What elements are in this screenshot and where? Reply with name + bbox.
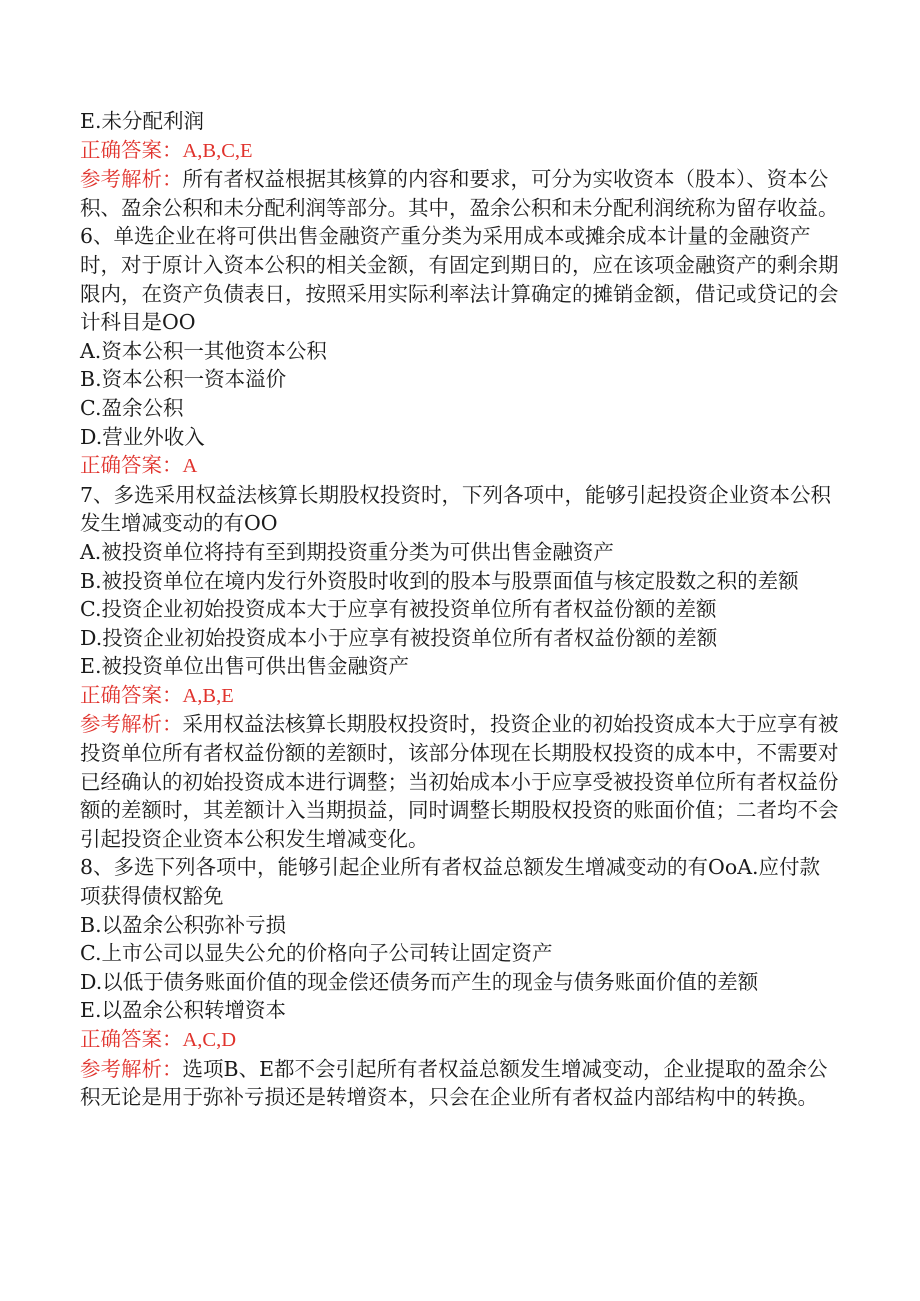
q5-analysis-text: 所有者权益根据其核算的内容和要求，可分为实收资本（股本）、资本公积、盈余公积和未分配利润等部分。其中，盈余公积和未分配利润统称为留存收益。 [80, 167, 839, 220]
q5-analysis-label: 参考解析： [80, 167, 183, 192]
q8-stem: 8、多选下列各项中，能够引起企业所有者权益总额发生增减变动的有OoA.应付款项获得债权豁免 [80, 855, 821, 909]
q7-answer [80, 681, 840, 711]
q8-analysis-label: 参考解析： [80, 1056, 183, 1081]
q6-answer-label: 正确答案： [80, 453, 183, 478]
q6-option-b: B.资本公积一资本溢价 [80, 367, 287, 392]
q8-analysis-text: 选项B、E都不会引起所有者权益总额发生增减变动，企业提取的盈余公积无论是用于弥补亏损还是转增资本，只会在企业所有者权益内部结构中的转换。 [80, 1056, 828, 1110]
q7-analysis-text: 采用权益法核算长期股权投资时，投资企业的初始投资成本大于应享有被投资单位所有者权益份额的差额时，该部分体现在长期股权投资的成本中，不需要对已经确认的初始投资成本进行调整；当初始成本小于应享受被投资单位所有者权益份额的差额时，其差额计入当期损益，同时调整长期股权投资的账面价值；二者均不会引起投资企业资本公积发生增减变化。 [80, 712, 839, 851]
q8-answer-label: 正确答案： [80, 1027, 183, 1051]
q6-option-a: A.资本公积一其他资本公积 [80, 338, 327, 363]
q8-answer-value: A,C,D [182, 1029, 237, 1051]
q5-answer-value: A,B,C,E [182, 139, 253, 162]
q7-analysis-label: 参考解析： [80, 712, 183, 737]
q7-option-a: A.被投资单位将持有至到期投资重分类为可供出售金融资产 [80, 539, 614, 564]
q8-analysis [80, 1055, 840, 1112]
q5-analysis [80, 165, 840, 222]
q8-option-b: B.以盈余公积弥补亏损 [80, 912, 287, 937]
q8-option-c: C.上市公司以显失公允的价格向子公司转让固定资产 [80, 941, 553, 966]
q6-answer-value: A [182, 455, 198, 478]
q5-option-e: E.未分配利润 [80, 109, 204, 133]
q6-answer [80, 451, 840, 481]
q7-stem: 7、多选采用权益法核算长期股权投资时，下列各项中，能够引起投资企业资本公积发生增减变动的有OO [80, 482, 832, 536]
q5-answer-label: 正确答案： [80, 137, 183, 162]
q7-answer-label: 正确答案： [80, 682, 183, 707]
q7-option-c: C.投资企业初始投资成本大于应享有被投资单位所有者权益份额的差额 [80, 597, 717, 622]
q5-answer [80, 136, 840, 166]
q7-option-d: D.投资企业初始投资成本小于应享有被投资单位所有者权益份额的差额 [80, 625, 718, 650]
q8-answer [80, 1025, 840, 1055]
q8-option-e: E.以盈余公积转增资本 [80, 998, 286, 1023]
q6-option-d: D.营业外收入 [80, 424, 205, 449]
q7-answer-value: A,B,E [182, 684, 234, 707]
q8-option-d: D.以低于债务账面价值的现金偿还债务而产生的现金与债务账面价值的差额 [80, 969, 759, 994]
q7-analysis [80, 710, 840, 853]
q7-option-b: B.被投资单位在境内发行外资股时收到的股本与股票面值与核定股数之积的差额 [80, 568, 799, 593]
document-body [80, 107, 840, 1112]
q6-stem: 6、单选企业在将可供出售金融资产重分类为采用成本或摊余成本计量的金融资产时，对于原计入资本公积的相关金额，有固定到期日的，应在该项金融资产的剩余期限内，在资产负债表日，按照采用实际利率法计算确定的摊销金额，借记或贷记的会计科目是OO [80, 224, 839, 335]
q7-option-e: E.被投资单位出售可供出售金融资产 [80, 654, 409, 679]
q6-option-c: C.盈余公积 [80, 395, 184, 420]
